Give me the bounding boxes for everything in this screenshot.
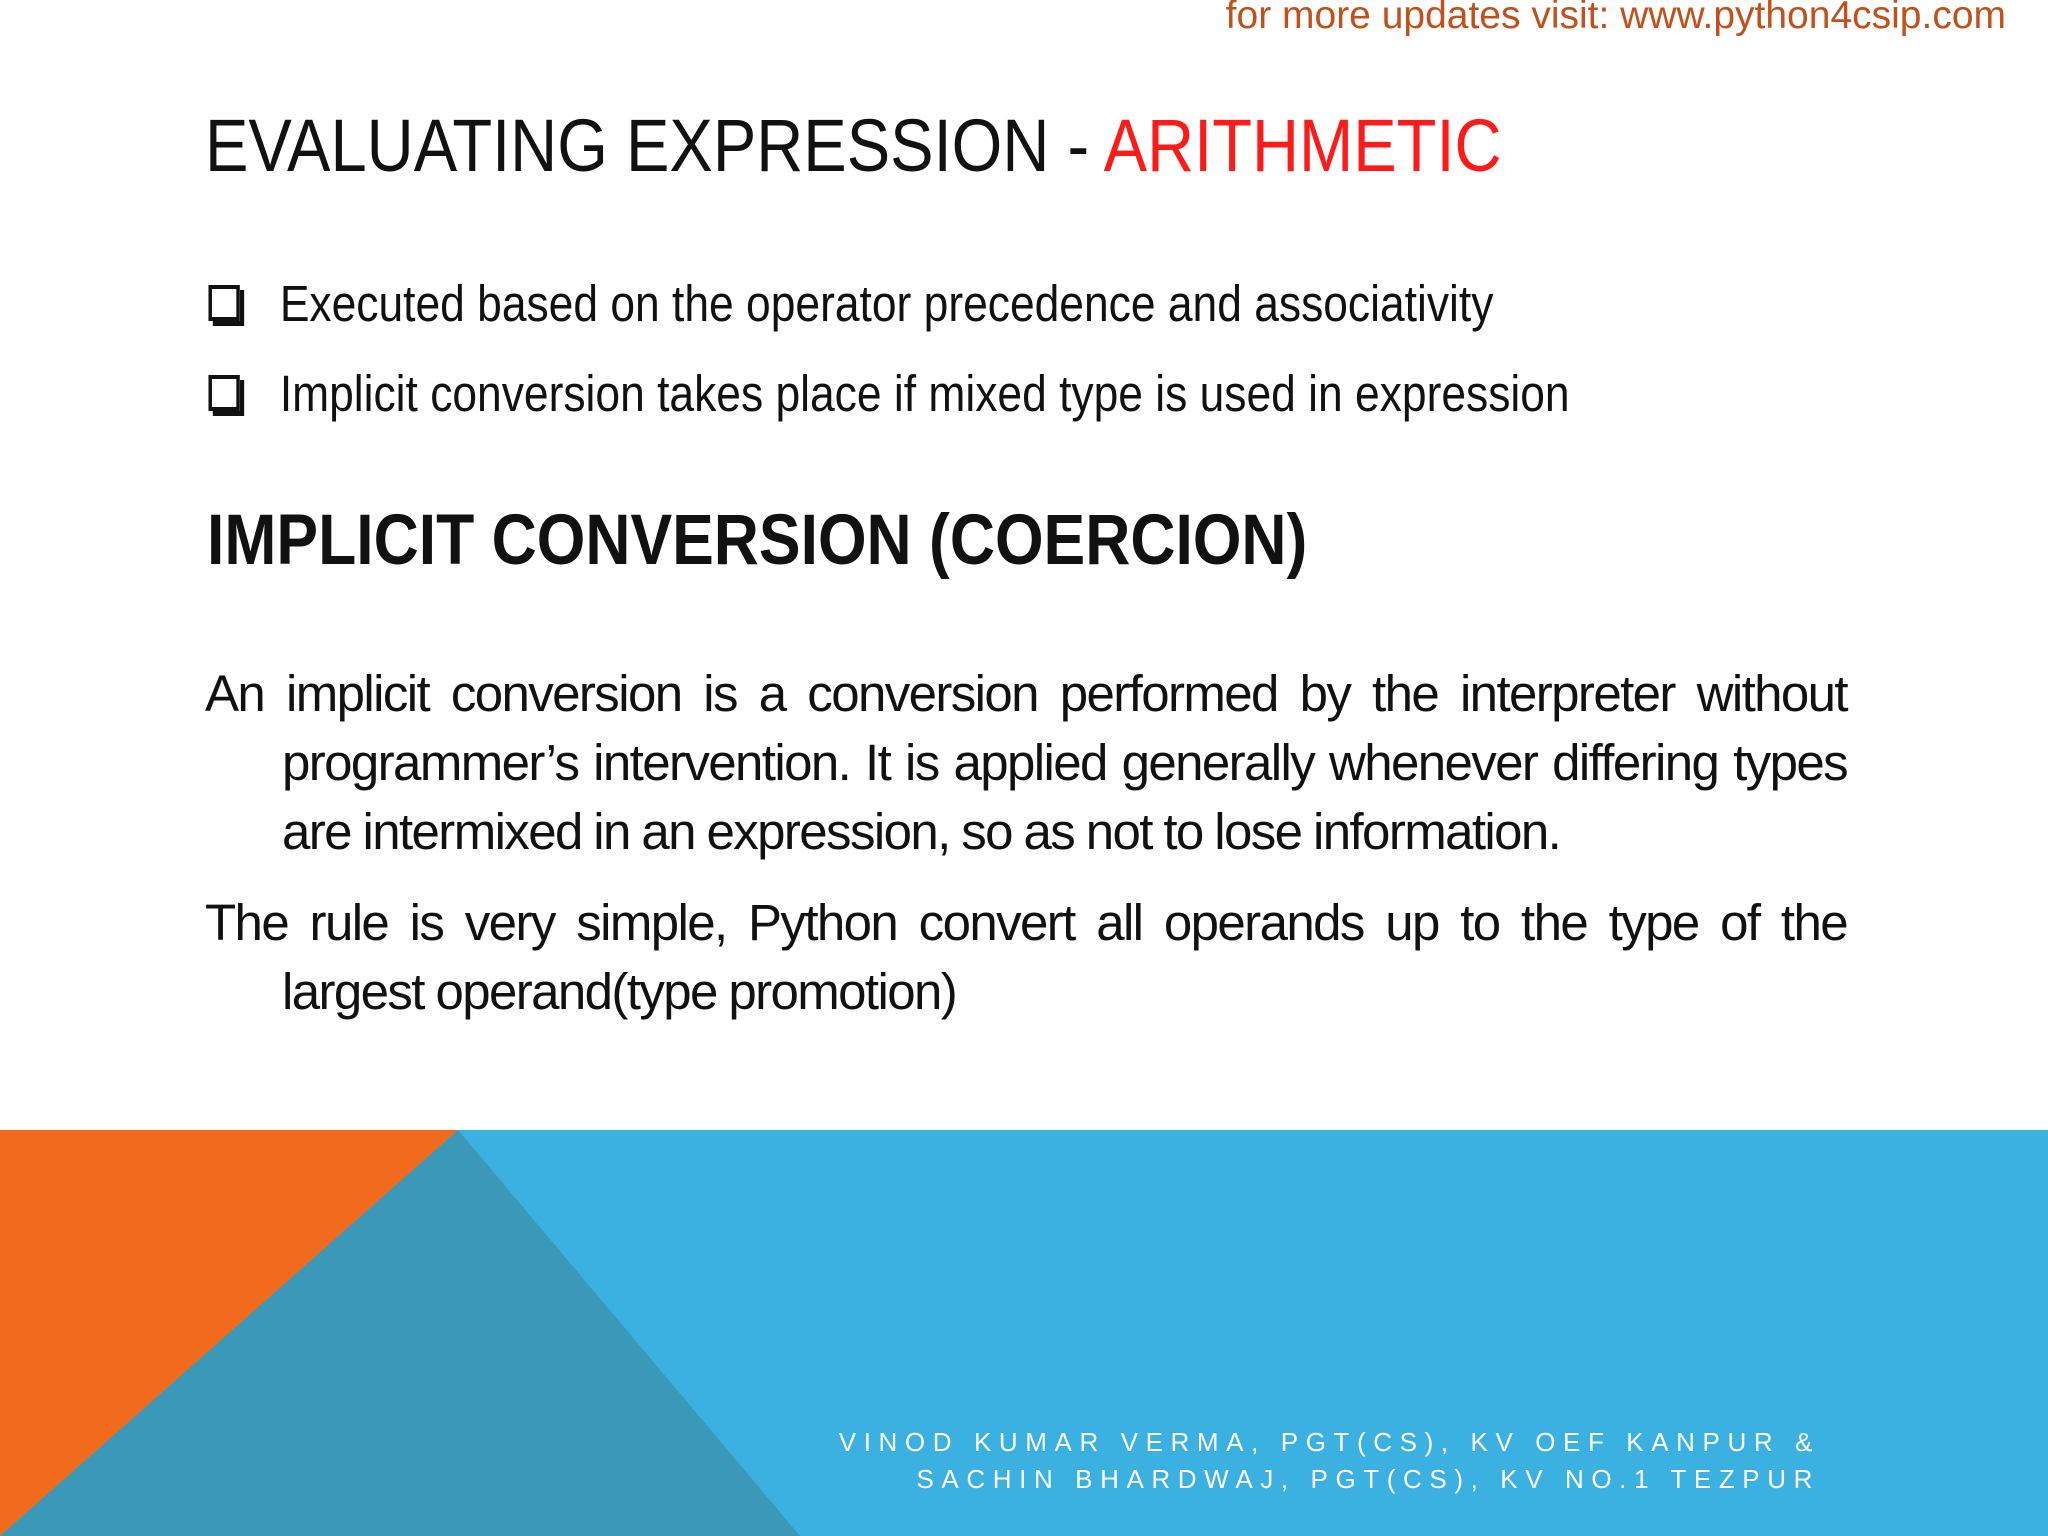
- title-accent: ARITHMETIC: [1103, 104, 1502, 187]
- bullet-text: Implicit conversion takes place if mixed type is used in expression: [279, 364, 1570, 422]
- footer-credits: [839, 1424, 1820, 1498]
- updates-link-text: for more updates visit: www.python4csip.com: [1225, 0, 2006, 37]
- bullet-list: [205, 258, 1774, 438]
- title-main: EVALUATING EXPRESSION -: [205, 104, 1104, 187]
- paragraph-implicit-conversion: An implicit conversion is a conversion performed by the interpreter without programmer’s intervention. It is applied generally whenever differing types are intermixed in an expression, so as not to lose information.: [205, 665, 1847, 860]
- bullet-item: [205, 258, 1570, 348]
- bullet-item: [205, 348, 1570, 438]
- bullet-text: Executed based on the operator precedence and associativity: [279, 274, 1494, 332]
- checkbox-bullet-icon: [208, 285, 239, 321]
- credit-line-2: SACHIN BHARDWAJ, PGT(CS), KV NO.1 TEZPUR: [916, 1464, 1820, 1494]
- paragraph-type-promotion: The rule is very simple, Python convert all operands up to the type of the largest operand(type promotion): [205, 894, 1847, 1020]
- credit-line-1: VINOD KUMAR VERMA, PGT(CS), KV OEF KANPUR &: [838, 1427, 1820, 1457]
- checkbox-bullet-icon: [208, 375, 239, 411]
- slide-title: [205, 105, 1502, 186]
- section-heading: IMPLICIT CONVERSION (COERCION): [207, 501, 1308, 580]
